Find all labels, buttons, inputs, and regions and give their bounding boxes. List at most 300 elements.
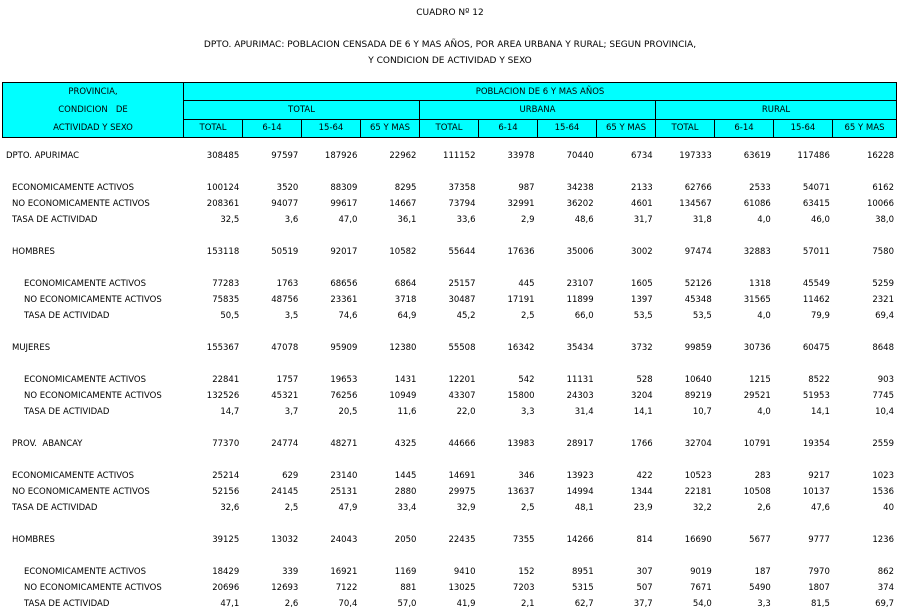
table-cell: 2880	[394, 487, 417, 497]
table-cell: 3520	[276, 183, 299, 193]
row-label: NO ECONOMICAMENTE ACTIVOS	[24, 295, 162, 305]
table-title: DPTO. APURIMAC: POBLACION CENSADA DE 6 Y MAS AÑOS, POR AREA URBANA Y RURAL; SEGUN PROVINCIA,	[203, 40, 697, 50]
table-cell: 22435	[448, 535, 476, 545]
table-row	[2, 436, 897, 452]
table-cell: 77370	[212, 439, 240, 449]
table-cell: 16690	[684, 535, 712, 545]
row-label: NO ECONOMICAMENTE ACTIVOS	[12, 199, 150, 209]
spacer-cell	[2, 356, 897, 372]
row-label: ECONOMICAMENTE ACTIVOS	[12, 183, 135, 193]
table-cell: 22181	[684, 487, 712, 497]
table-cell: 1763	[276, 279, 299, 289]
table-cell: 62,7	[574, 599, 594, 609]
table-cell: 33978	[507, 151, 535, 161]
row-label: ECONOMICAMENTE ACTIVOS	[24, 375, 147, 385]
table-cell: 8648	[872, 343, 894, 353]
table-cell: 12380	[389, 343, 417, 353]
table-cell: 63415	[802, 199, 830, 209]
stub-header-line: CONDICION DE	[58, 105, 128, 115]
table-cell: 75835	[212, 295, 240, 305]
table-cell: 4601	[631, 199, 653, 209]
table-row	[2, 340, 897, 356]
row-label: NO ECONOMICAMENTE ACTIVOS	[12, 487, 150, 497]
table-cell: 14266	[566, 535, 594, 545]
table-row	[2, 484, 897, 500]
table-cell: 29975	[448, 487, 476, 497]
table-cell: 55508	[448, 343, 476, 353]
table-cell: 46,0	[810, 215, 830, 225]
table-cell: 53,5	[692, 311, 712, 321]
table-cell: 283	[754, 471, 771, 481]
group-header-urbana: URBANA	[420, 101, 656, 119]
table-cell: 22841	[212, 375, 240, 385]
table-cell: 47,6	[810, 503, 830, 513]
table-cell: 507	[636, 583, 653, 593]
table-cell: 24043	[330, 535, 358, 545]
table-cell: 7745	[872, 391, 894, 401]
spacer-row	[2, 516, 897, 532]
table-cell: 23,9	[633, 503, 653, 513]
table-cell: 2559	[872, 439, 894, 449]
table-cell: 47,1	[220, 599, 240, 609]
table-cell: 31565	[743, 295, 771, 305]
table-cell: 10582	[389, 247, 417, 257]
table-cell: 4,0	[757, 215, 771, 225]
table-cell: 187	[754, 567, 771, 577]
spacer-cell	[2, 164, 897, 180]
column-header: TOTAL	[656, 119, 715, 137]
table-cell: 2533	[749, 183, 771, 193]
table-cell: 62766	[684, 183, 712, 193]
table-cell: 5490	[749, 583, 771, 593]
table-cell: 23107	[566, 279, 594, 289]
table-cell: 3,6	[284, 215, 299, 225]
table-cell: 11,6	[397, 407, 417, 417]
table-cell: 70440	[566, 151, 594, 161]
table-cell: 1766	[631, 439, 653, 449]
spacer-row	[2, 324, 897, 340]
table-cell: 13032	[271, 535, 299, 545]
table-row	[2, 564, 897, 580]
table-cell: 48,6	[574, 215, 594, 225]
table-cell: 987	[518, 183, 535, 193]
table-cell: 3204	[631, 391, 653, 401]
table-cell: 7203	[512, 583, 535, 593]
table-cell: 3002	[631, 247, 653, 257]
table-cell: 11462	[802, 295, 830, 305]
table-row	[2, 532, 897, 548]
table-cell: 8295	[394, 183, 417, 193]
table-cell: 95909	[330, 343, 358, 353]
table-cell: 30487	[448, 295, 476, 305]
table-cell: 57011	[802, 247, 830, 257]
column-header: 65 Y MAS	[361, 119, 420, 137]
table-cell: 7580	[872, 247, 894, 257]
column-header: 6-14	[479, 119, 538, 137]
table-cell: 6162	[872, 183, 894, 193]
spacer-cell	[2, 228, 897, 244]
row-label: PROV. ABANCAY	[12, 439, 83, 449]
table-cell: 73794	[448, 199, 476, 209]
row-label: ECONOMICAMENTE ACTIVOS	[24, 279, 147, 289]
table-cell: 32,6	[220, 503, 240, 513]
table-cell: 69,4	[875, 311, 894, 321]
table-cell: 24303	[566, 391, 594, 401]
table-cell: 33,6	[456, 215, 476, 225]
table-cell: 422	[636, 471, 653, 481]
table-row	[2, 580, 897, 596]
table-cell: 10791	[743, 439, 771, 449]
table-cell: 10523	[684, 471, 712, 481]
table-cell: 74,6	[338, 311, 358, 321]
table-cell: 8522	[808, 375, 830, 385]
table-cell: 346	[518, 471, 535, 481]
row-label: TASA DE ACTIVIDAD	[12, 215, 98, 225]
table-cell: 54,0	[692, 599, 712, 609]
stub-header	[3, 83, 184, 138]
table-cell: 4,0	[757, 311, 771, 321]
row-label: MUJERES	[12, 343, 51, 353]
table-cell: 50519	[271, 247, 299, 257]
table-cell: 22,0	[456, 407, 476, 417]
table-cell: 32883	[743, 247, 771, 257]
table-cell: 53,5	[633, 311, 653, 321]
stub-header-line: ACTIVIDAD Y SEXO	[53, 123, 133, 133]
table-cell: 9019	[690, 567, 712, 577]
table-cell: 1431	[394, 375, 417, 385]
group-header-total: TOTAL	[184, 101, 420, 119]
row-label: NO ECONOMICAMENTE ACTIVOS	[24, 391, 162, 401]
table-cell: 63619	[743, 151, 771, 161]
table-cell: 94077	[271, 199, 299, 209]
table-cell: 542	[518, 375, 535, 385]
table-cell: 1236	[872, 535, 894, 545]
table-cell: 2,5	[521, 503, 535, 513]
table-cell: 2133	[631, 183, 653, 193]
table-cell: 7122	[335, 583, 358, 593]
row-label: TASA DE ACTIVIDAD	[24, 599, 110, 609]
table-title-continued: Y CONDICION DE ACTIVIDAD Y SEXO	[368, 56, 532, 66]
table-cell: 14,7	[220, 407, 240, 417]
table-cell: 208361	[206, 199, 240, 209]
table-cell: 38,0	[875, 215, 894, 225]
table-cell: 52126	[684, 279, 712, 289]
table-cell: 64,9	[397, 311, 417, 321]
table-cell: 97474	[684, 247, 712, 257]
table-cell: 11899	[566, 295, 594, 305]
table-cell: 70,4	[338, 599, 358, 609]
table-cell: 47,0	[338, 215, 358, 225]
table-cell: 81,5	[810, 599, 830, 609]
table-cell: 155367	[206, 343, 240, 353]
table-cell: 30736	[743, 343, 771, 353]
table-cell: 45348	[684, 295, 712, 305]
table-cell: 152	[518, 567, 535, 577]
table-cell: 1536	[872, 487, 894, 497]
table-cell: 9217	[808, 471, 830, 481]
table-cell: 1445	[394, 471, 417, 481]
table-cell: 4325	[394, 439, 417, 449]
table-cell: 55644	[448, 247, 476, 257]
group-header-rural: RURAL	[656, 101, 897, 119]
table-cell: 11131	[566, 375, 594, 385]
table-row	[2, 196, 897, 212]
table-cell: 2,5	[284, 503, 299, 513]
table-cell: 3,5	[284, 311, 299, 321]
table-cell: 16342	[507, 343, 535, 353]
table-cell: 7671	[690, 583, 712, 593]
table-cell: 31,7	[633, 215, 653, 225]
table-cell: 57,0	[397, 599, 417, 609]
table-row	[2, 212, 897, 228]
table-cell: 5677	[749, 535, 771, 545]
table-cell: 2,9	[521, 215, 535, 225]
table-cell: 32,2	[692, 503, 712, 513]
table-cell: 14667	[389, 199, 417, 209]
table-row	[2, 468, 897, 484]
table-cell: 25214	[212, 471, 240, 481]
table-cell: 89219	[684, 391, 712, 401]
table-cell: 28917	[566, 439, 594, 449]
table-cell: 7970	[808, 567, 830, 577]
table-cell: 4,0	[757, 407, 771, 417]
table-cell: 134567	[679, 199, 712, 209]
table-cell: 1215	[749, 375, 771, 385]
spacer-row	[2, 164, 897, 180]
table-cell: 20,5	[338, 407, 358, 417]
table-cell: 13025	[448, 583, 476, 593]
table-cell: 153118	[206, 247, 240, 257]
table-cell: 10066	[866, 199, 894, 209]
table-cell: 187926	[324, 151, 358, 161]
table-cell: 1397	[631, 295, 653, 305]
row-label: TASA DE ACTIVIDAD	[12, 503, 98, 513]
table-cell: 32,5	[220, 215, 240, 225]
table-cell: 10,4	[875, 407, 894, 417]
table-cell: 197333	[679, 151, 712, 161]
table-row	[2, 180, 897, 196]
row-label: TASA DE ACTIVIDAD	[24, 407, 110, 417]
table-cell: 3,7	[284, 407, 299, 417]
table-cell: 629	[282, 471, 299, 481]
table-cell: 1807	[808, 583, 830, 593]
table-cell: 13637	[507, 487, 535, 497]
table-cell: 19354	[802, 439, 830, 449]
table-cell: 50,5	[220, 311, 240, 321]
spacer-row	[2, 228, 897, 244]
table-cell: 12693	[271, 583, 299, 593]
spacer-row	[2, 548, 897, 564]
table-cell: 16228	[866, 151, 894, 161]
table-cell: 31,8	[692, 215, 712, 225]
row-label: HOMBRES	[12, 535, 55, 545]
table-cell: 1023	[872, 471, 894, 481]
table-row	[2, 404, 897, 420]
table-cell: 14994	[566, 487, 594, 497]
table-cell: 19653	[330, 375, 358, 385]
row-label: HOMBRES	[12, 247, 55, 257]
table-cell: 1605	[631, 279, 653, 289]
table-cell: 68656	[330, 279, 358, 289]
table-cell: 3,3	[521, 407, 535, 417]
stub-header-line: PROVINCIA,	[68, 87, 118, 97]
main-column-header: POBLACION DE 6 Y MAS AÑOS	[184, 83, 897, 101]
table-cell: 13923	[566, 471, 594, 481]
table-cell: 35434	[566, 343, 594, 353]
spacer-row	[2, 260, 897, 276]
table-cell: 48756	[271, 295, 299, 305]
spacer-row	[2, 356, 897, 372]
table-row	[2, 292, 897, 308]
column-header: TOTAL	[420, 119, 479, 137]
table-cell: 10949	[389, 391, 417, 401]
table-row	[2, 500, 897, 516]
table-cell: 45549	[802, 279, 830, 289]
table-cell: 2,1	[521, 599, 535, 609]
table-cell: 24145	[271, 487, 299, 497]
table-cell: 25131	[330, 487, 358, 497]
table-cell: 36,1	[397, 215, 417, 225]
table-cell: 45,2	[456, 311, 476, 321]
table-cell: 1757	[276, 375, 299, 385]
spacer-cell	[2, 516, 897, 532]
table-cell: 6734	[631, 151, 653, 161]
table-cell: 79,9	[810, 311, 830, 321]
table-cell: 23361	[330, 295, 358, 305]
table-cell: 37,7	[633, 599, 653, 609]
table-cell: 60475	[802, 343, 830, 353]
table-cell: 10,7	[692, 407, 712, 417]
table-cell: 66,0	[574, 311, 594, 321]
table-cell: 9777	[808, 535, 830, 545]
table-cell: 16921	[330, 567, 358, 577]
table-cell: 7355	[512, 535, 535, 545]
table-cell: 814	[636, 535, 653, 545]
column-header: 65 Y MAS	[833, 119, 897, 137]
table-cell: 48271	[330, 439, 358, 449]
table-cell: 23140	[330, 471, 358, 481]
table-cell: 29521	[743, 391, 771, 401]
column-header: 65 Y MAS	[597, 119, 656, 137]
table-cell: 132526	[206, 391, 240, 401]
table-cell: 37358	[448, 183, 476, 193]
table-cell: 45321	[271, 391, 299, 401]
table-cell: 48,1	[574, 503, 594, 513]
table-cell: 36202	[566, 199, 594, 209]
table-cell: 39125	[212, 535, 240, 545]
table-cell: 10508	[743, 487, 771, 497]
table-row	[2, 308, 897, 324]
row-label: ECONOMICAMENTE ACTIVOS	[24, 567, 147, 577]
row-label: TASA DE ACTIVIDAD	[24, 311, 110, 321]
table-cell: 99859	[684, 343, 712, 353]
row-label: DPTO. APURIMAC	[6, 151, 80, 161]
table-cell: 32991	[507, 199, 535, 209]
table-row	[2, 596, 897, 612]
table-cell: 33,4	[397, 503, 417, 513]
table-cell: 308485	[206, 151, 240, 161]
table-cell: 35006	[566, 247, 594, 257]
table-row	[2, 276, 897, 292]
table-cell: 20696	[212, 583, 240, 593]
table-cell: 47078	[271, 343, 299, 353]
table-cell: 24774	[271, 439, 299, 449]
table-cell: 1169	[394, 567, 417, 577]
table-cell: 40	[883, 503, 894, 513]
table-cell: 54071	[802, 183, 830, 193]
table-number: CUADRO Nº 12	[416, 8, 484, 18]
table-cell: 9410	[453, 567, 476, 577]
table-cell: 307	[636, 567, 653, 577]
table-cell: 374	[877, 583, 894, 593]
table-cell: 5259	[872, 279, 894, 289]
table-cell: 17636	[507, 247, 535, 257]
column-header: 15-64	[538, 119, 597, 137]
spacer-cell	[2, 324, 897, 340]
table-cell: 32,9	[456, 503, 476, 513]
table-cell: 117486	[797, 151, 830, 161]
table-cell: 12201	[448, 375, 476, 385]
table-cell: 77283	[212, 279, 240, 289]
table-cell: 2,6	[284, 599, 299, 609]
table-row	[2, 372, 897, 388]
data-table	[2, 148, 897, 612]
table-cell: 41,9	[456, 599, 476, 609]
table-cell: 22962	[389, 151, 417, 161]
spacer-row	[2, 420, 897, 436]
table-cell: 69,7	[875, 599, 894, 609]
table-cell: 14,1	[810, 407, 830, 417]
spacer-cell	[2, 420, 897, 436]
table-cell: 92017	[330, 247, 358, 257]
table-cell: 3,3	[757, 599, 771, 609]
table-row	[2, 148, 897, 164]
table-cell: 1344	[631, 487, 653, 497]
table-cell: 32704	[684, 439, 712, 449]
table-cell: 339	[282, 567, 299, 577]
row-label: NO ECONOMICAMENTE ACTIVOS	[24, 583, 162, 593]
table-cell: 10640	[684, 375, 712, 385]
table-cell: 10137	[802, 487, 830, 497]
table-cell: 528	[636, 375, 653, 385]
table-cell: 99617	[330, 199, 358, 209]
table-cell: 17191	[507, 295, 535, 305]
table-cell: 88309	[330, 183, 358, 193]
table-cell: 3732	[631, 343, 653, 353]
table-cell: 111152	[443, 151, 476, 161]
column-header: TOTAL	[184, 119, 243, 137]
column-header: 15-64	[302, 119, 361, 137]
table-cell: 97597	[271, 151, 299, 161]
table-cell: 2050	[394, 535, 417, 545]
column-header: 6-14	[243, 119, 302, 137]
table-cell: 8951	[571, 567, 594, 577]
table-cell: 76256	[330, 391, 358, 401]
table-cell: 61086	[743, 199, 771, 209]
table-cell: 903	[877, 375, 894, 385]
table-cell: 31,4	[574, 407, 594, 417]
table-cell: 862	[877, 567, 894, 577]
table-cell: 52156	[212, 487, 240, 497]
table-row	[2, 388, 897, 404]
table-cell: 43307	[448, 391, 476, 401]
table-cell: 14691	[448, 471, 476, 481]
table-cell: 445	[518, 279, 535, 289]
spacer-row	[2, 452, 897, 468]
table-cell: 47,9	[338, 503, 358, 513]
table-cell: 881	[400, 583, 417, 593]
table-cell: 2321	[872, 295, 894, 305]
